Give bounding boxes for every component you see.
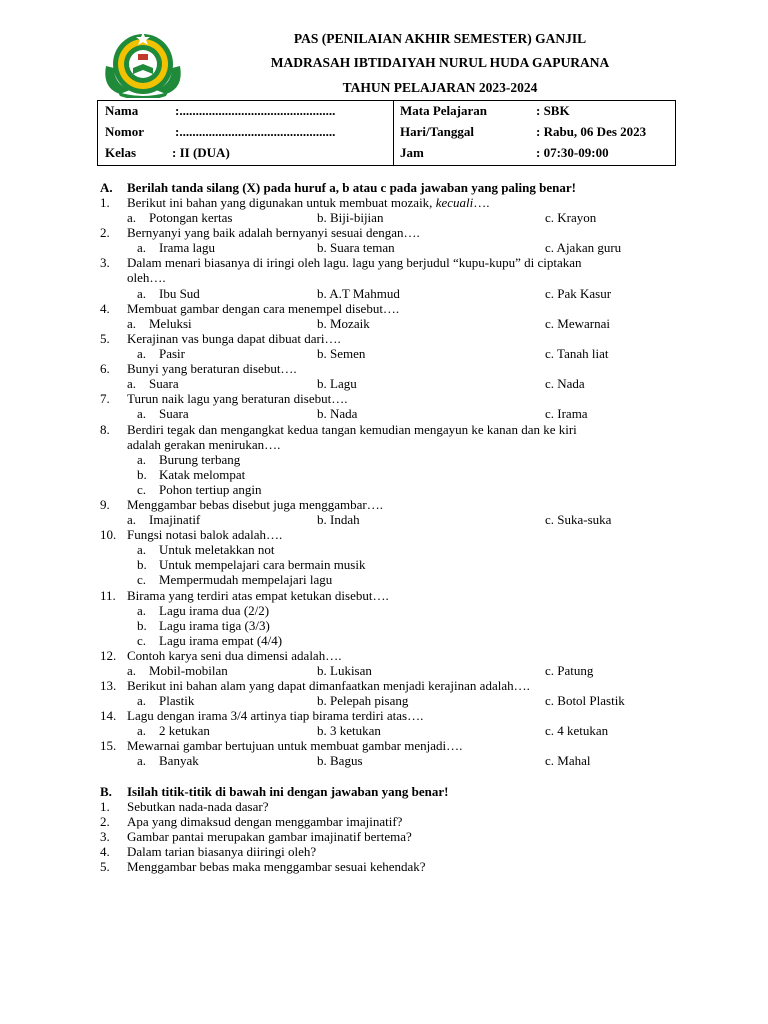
question-number: 4. bbox=[100, 844, 110, 859]
option-b[interactable]: b. Semen bbox=[317, 346, 366, 361]
info-divider bbox=[393, 101, 394, 165]
option-b[interactable]: b. A.T Mahmud bbox=[317, 286, 400, 301]
option-a[interactable]: 2 ketukan bbox=[159, 723, 210, 738]
question-text-cont: adalah gerakan menirukan…. bbox=[127, 437, 281, 452]
question-text: Contoh karya seni dua dimensi adalah…. bbox=[127, 648, 342, 663]
question-text: Apa yang dimaksud dengan menggambar imajinatif? bbox=[127, 814, 403, 829]
option-a[interactable]: Suara bbox=[159, 406, 189, 421]
option-c[interactable]: Mempermudah mempelajari lagu bbox=[159, 572, 333, 587]
hari-label: Hari/Tanggal bbox=[400, 124, 474, 139]
option-letter: a. bbox=[137, 693, 147, 708]
option-b[interactable]: b. Indah bbox=[317, 512, 360, 527]
option-c[interactable]: c. Mahal bbox=[545, 753, 591, 768]
question-text: Mewarnai gambar bertujuan untuk membuat gambar menjadi…. bbox=[127, 738, 463, 753]
option-c[interactable]: c. Ajakan guru bbox=[545, 240, 622, 255]
option-letter: c. bbox=[137, 482, 147, 497]
option-b[interactable]: Untuk mempelajari cara bermain musik bbox=[159, 557, 366, 572]
school-emblem-icon bbox=[100, 28, 186, 98]
section-b-title: Isilah titik-titik di bawah ini dengan jawaban yang benar! bbox=[127, 784, 449, 799]
option-c[interactable]: c. Patung bbox=[545, 663, 594, 678]
question-text: Bunyi yang beraturan disebut…. bbox=[127, 361, 297, 376]
option-letter: b. bbox=[137, 557, 147, 572]
question-number: 5. bbox=[100, 331, 110, 346]
option-a[interactable]: Burung terbang bbox=[159, 452, 241, 467]
question-number: 11. bbox=[100, 588, 116, 603]
question-number: 2. bbox=[100, 225, 110, 240]
option-letter: a. bbox=[127, 376, 137, 391]
nama-label: Nama bbox=[105, 103, 139, 118]
jam-value: : 07:30-09:00 bbox=[536, 145, 609, 160]
option-a[interactable]: Pasir bbox=[159, 346, 185, 361]
question-text: Menggambar bebas disebut juga menggambar…. bbox=[127, 497, 383, 512]
option-a[interactable]: Untuk meletakkan not bbox=[159, 542, 275, 557]
question-number: 14. bbox=[100, 708, 117, 723]
option-a[interactable]: Imajinatif bbox=[149, 512, 201, 527]
option-b[interactable]: b. Suara teman bbox=[317, 240, 395, 255]
option-c[interactable]: c. Botol Plastik bbox=[545, 693, 625, 708]
header-line-1: PAS (PENILAIAN AKHIR SEMESTER) GANJIL bbox=[293, 31, 587, 46]
question-text: Kerajinan vas bunga dapat dibuat dari…. bbox=[127, 331, 341, 346]
mapel-value: : SBK bbox=[536, 103, 570, 118]
option-letter: a. bbox=[137, 406, 147, 421]
question-text: Sebutkan nada-nada dasar? bbox=[127, 799, 269, 814]
option-letter: a. bbox=[137, 542, 147, 557]
question-number: 6. bbox=[100, 361, 110, 376]
option-a[interactable]: Mobil-mobilan bbox=[149, 663, 228, 678]
option-b[interactable]: Lagu irama tiga (3/3) bbox=[159, 618, 270, 633]
option-b[interactable]: b. Mozaik bbox=[317, 316, 370, 331]
option-c[interactable]: Lagu irama empat (4/4) bbox=[159, 633, 283, 648]
option-c[interactable]: c. Pak Kasur bbox=[545, 286, 612, 301]
question-text: Dalam tarian biasanya diiringi oleh? bbox=[127, 844, 317, 859]
question-number: 3. bbox=[100, 255, 110, 270]
question-number: 9. bbox=[100, 497, 110, 512]
option-letter: a. bbox=[127, 512, 137, 527]
section-a-title: Berilah tanda silang (X) pada huruf a, b atau c pada jawaban yang paling benar! bbox=[127, 180, 576, 195]
kelas-value: : II (DUA) bbox=[172, 145, 230, 160]
jam-label: Jam bbox=[400, 145, 424, 160]
option-c[interactable]: c. Irama bbox=[545, 406, 588, 421]
section-a-letter: A. bbox=[100, 180, 113, 195]
option-a[interactable]: Suara bbox=[149, 376, 179, 391]
option-a[interactable]: Irama lagu bbox=[159, 240, 215, 255]
question-number: 1. bbox=[100, 195, 110, 210]
question-text: Berikut ini bahan alam yang dapat dimanfaatkan menjadi kerajinan adalah…. bbox=[127, 678, 530, 693]
option-a[interactable]: Meluksi bbox=[149, 316, 192, 331]
option-letter: a. bbox=[127, 316, 137, 331]
option-b[interactable]: b. Lagu bbox=[317, 376, 357, 391]
option-letter: a. bbox=[127, 210, 137, 225]
option-b[interactable]: Katak melompat bbox=[159, 467, 246, 482]
option-letter: b. bbox=[137, 467, 147, 482]
option-c[interactable]: c. Mewarnai bbox=[545, 316, 610, 331]
option-b[interactable]: b. 3 ketukan bbox=[317, 723, 381, 738]
option-letter: a. bbox=[137, 240, 147, 255]
question-number: 2. bbox=[100, 814, 110, 829]
question-text: Birama yang terdiri atas empat ketukan disebut…. bbox=[127, 588, 389, 603]
option-letter: a. bbox=[137, 452, 147, 467]
option-letter: a. bbox=[137, 603, 147, 618]
question-number: 15. bbox=[100, 738, 117, 753]
section-b-letter: B. bbox=[100, 784, 112, 799]
option-letter: a. bbox=[127, 663, 137, 678]
option-letter: c. bbox=[137, 572, 147, 587]
nomor-label: Nomor bbox=[105, 124, 144, 139]
option-letter: a. bbox=[137, 753, 147, 768]
option-c[interactable]: c. 4 ketukan bbox=[545, 723, 609, 738]
option-b[interactable]: b. Lukisan bbox=[317, 663, 372, 678]
option-a[interactable]: Potongan kertas bbox=[149, 210, 233, 225]
question-text: Gambar pantai merupakan gambar imajinatif bertema? bbox=[127, 829, 412, 844]
question-text: Fungsi notasi balok adalah…. bbox=[127, 527, 283, 542]
option-c[interactable]: c. Nada bbox=[545, 376, 585, 391]
option-a[interactable]: Ibu Sud bbox=[159, 286, 200, 301]
option-letter: a. bbox=[137, 723, 147, 738]
question-text: Lagu dengan irama 3/4 artinya tiap birama terdiri atas…. bbox=[127, 708, 424, 723]
option-letter: c. bbox=[137, 633, 147, 648]
question-number: 4. bbox=[100, 301, 110, 316]
question-number: 13. bbox=[100, 678, 117, 693]
question-text: Berikut ini bahan yang digunakan untuk membuat mozaik, kecuali…. bbox=[127, 195, 490, 210]
option-b[interactable]: b. Bagus bbox=[317, 753, 363, 768]
nama-field[interactable]: :................................................ bbox=[175, 103, 336, 118]
option-a[interactable]: Lagu irama dua (2/2) bbox=[159, 603, 270, 618]
question-number: 3. bbox=[100, 829, 110, 844]
option-b[interactable]: b. Biji-bijian bbox=[317, 210, 384, 225]
question-number: 8. bbox=[100, 422, 110, 437]
question-text: Berdiri tegak dan mengangkat kedua tangan kemudian mengayun ke kanan dan ke kiri bbox=[127, 422, 577, 437]
option-c[interactable]: c. Krayon bbox=[545, 210, 597, 225]
hari-value: : Rabu, 06 Des 2023 bbox=[536, 124, 647, 139]
header-line-2: MADRASAH IBTIDAIYAH NURUL HUDA GAPURANA bbox=[270, 55, 610, 70]
question-number: 7. bbox=[100, 391, 110, 406]
option-c[interactable]: c. Tanah liat bbox=[545, 346, 609, 361]
option-letter: a. bbox=[137, 346, 147, 361]
option-c[interactable]: c. Suka-suka bbox=[545, 512, 612, 527]
option-a[interactable]: Plastik bbox=[159, 693, 195, 708]
student-info-box bbox=[97, 100, 676, 166]
question-text-cont: oleh…. bbox=[127, 270, 166, 285]
nomor-field[interactable]: :................................................ bbox=[175, 124, 336, 139]
kelas-label: Kelas bbox=[105, 145, 137, 160]
option-b[interactable]: b. Pelepah pisang bbox=[317, 693, 409, 708]
header-line-3: TAHUN PELAJARAN 2023-2024 bbox=[342, 80, 538, 95]
question-text: Menggambar bebas maka menggambar sesuai kehendak? bbox=[127, 859, 426, 874]
question-text: Turun naik lagu yang beraturan disebut…. bbox=[127, 391, 348, 406]
question-number: 5. bbox=[100, 859, 110, 874]
option-b[interactable]: b. Nada bbox=[317, 406, 358, 421]
question-number: 10. bbox=[100, 527, 117, 542]
question-text: Membuat gambar dengan cara menempel disebut…. bbox=[127, 301, 400, 316]
question-number: 12. bbox=[100, 648, 117, 663]
option-letter: b. bbox=[137, 618, 147, 633]
option-letter: a. bbox=[137, 286, 147, 301]
mapel-label: Mata Pelajaran bbox=[400, 103, 488, 118]
option-a[interactable]: Banyak bbox=[159, 753, 199, 768]
question-number: 1. bbox=[100, 799, 110, 814]
question-text: Bernyanyi yang baik adalah bernyanyi sesuai dengan…. bbox=[127, 225, 420, 240]
question-text: Dalam menari biasanya di iringi oleh lagu. lagu yang berjudul “kupu-kupu” di ciptakan bbox=[127, 255, 582, 270]
option-c[interactable]: Pohon tertiup angin bbox=[159, 482, 262, 497]
